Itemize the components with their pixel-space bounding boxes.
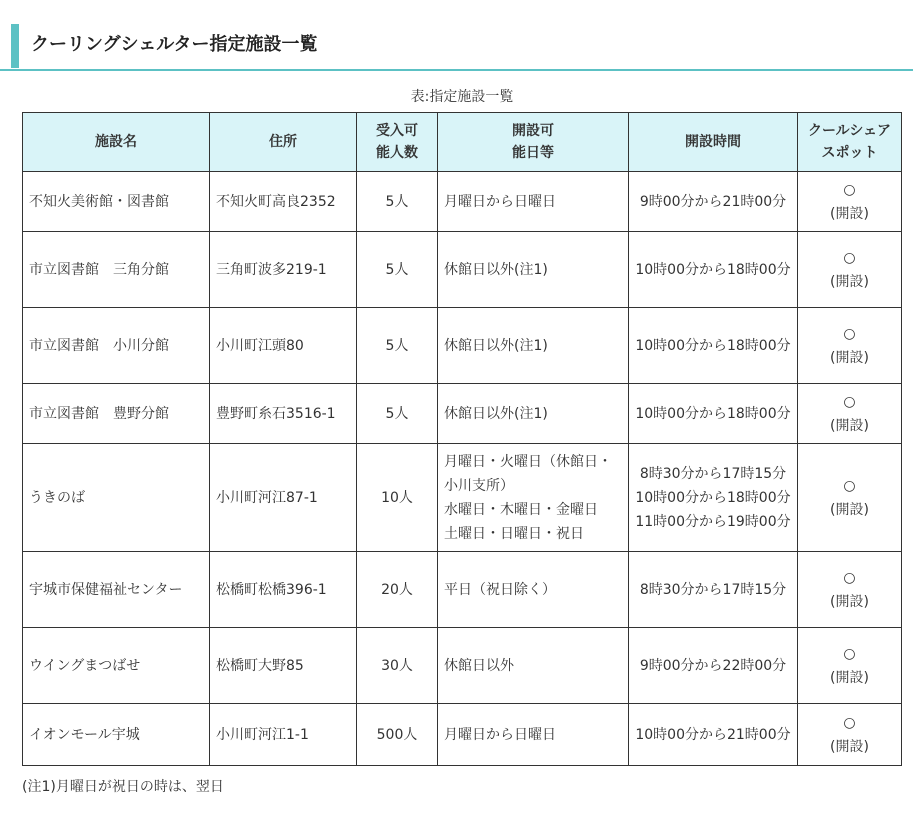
header-days-line2: 能日等 (512, 145, 554, 161)
coolshare-spot-cell (798, 704, 902, 766)
open-days-cell (438, 628, 629, 704)
spot-status-text: (開設) (830, 417, 869, 434)
address-cell: 小川町江頭80 (210, 308, 357, 384)
capacity-cell: 30人 (357, 628, 438, 704)
header-days-line1: 開設可 (512, 123, 554, 139)
spot-mark: ○ (843, 393, 856, 410)
spot-mark: ○ (843, 714, 856, 731)
open-days-line: 月曜日・火曜日（休館日・ (444, 453, 612, 470)
open-hours-cell (629, 704, 798, 766)
open-hours-line: 8時30分から17時15分 (639, 465, 787, 482)
spot-mark: ○ (843, 569, 856, 586)
open-hours-cell (629, 384, 798, 444)
open-hours-line: 8時30分から17時15分 (639, 581, 787, 598)
address-cell: 三角町波多219-1 (210, 232, 357, 308)
spot-mark: ○ (843, 477, 856, 494)
address-cell: 豊野町糸石3516-1 (210, 384, 357, 444)
spot-status-text: (開設) (830, 205, 869, 222)
address-cell: 松橋町大野85 (210, 628, 357, 704)
heading-underline (0, 69, 913, 71)
open-hours-line: 11時00分から19時00分 (635, 513, 791, 530)
facility-name-cell: 市立図書館 三角分館 (23, 232, 210, 308)
open-days-line: 平日（祝日除く） (444, 581, 556, 598)
open-hours-line: 10時00分から18時00分 (635, 261, 791, 278)
open-hours-line: 10時00分から18時00分 (635, 489, 791, 506)
table-row (23, 628, 902, 704)
table-row (23, 384, 902, 444)
spot-mark: ○ (843, 249, 856, 266)
facility-name-cell: ウイングまつばせ (23, 628, 210, 704)
coolshare-spot-cell (798, 232, 902, 308)
capacity-cell: 5人 (357, 308, 438, 384)
spot-status-text: (開設) (830, 273, 869, 290)
open-days-line: 休館日以外(注1) (444, 405, 548, 422)
spot-mark: ○ (843, 325, 856, 342)
open-hours-cell (629, 308, 798, 384)
open-hours-line: 9時00分から21時00分 (639, 193, 787, 210)
header-coolshare-spot (798, 113, 902, 172)
open-days-cell (438, 232, 629, 308)
coolshare-spot-cell (798, 628, 902, 704)
address-cell: 小川町河江1-1 (210, 704, 357, 766)
open-hours-cell (629, 232, 798, 308)
table-row (23, 232, 902, 308)
coolshare-spot-cell (798, 384, 902, 444)
open-hours-line: 10時00分から18時00分 (635, 405, 791, 422)
capacity-cell: 500人 (357, 704, 438, 766)
facility-name-cell: イオンモール宇城 (23, 704, 210, 766)
table-row (23, 552, 902, 628)
header-spot-line2: スポット (821, 145, 878, 161)
open-hours-line: 10時00分から18時00分 (635, 337, 791, 354)
facility-name-cell: 不知火美術館・図書館 (23, 172, 210, 232)
coolshare-spot-cell (798, 552, 902, 628)
open-days-cell (438, 704, 629, 766)
open-hours-line: 9時00分から22時00分 (639, 657, 787, 674)
open-days-cell (438, 444, 629, 552)
open-days-line: 休館日以外(注1) (444, 261, 548, 278)
address-cell: 不知火町高良2352 (210, 172, 357, 232)
facility-name-cell: 市立図書館 小川分館 (23, 308, 210, 384)
header-address: 住所 (210, 113, 357, 172)
spot-status-text: (開設) (830, 669, 869, 686)
spot-mark: ○ (843, 181, 856, 198)
facility-name-cell: うきのば (23, 444, 210, 552)
spot-mark: ○ (843, 645, 856, 662)
open-hours-cell (629, 552, 798, 628)
facility-name-cell: 市立図書館 豊野分館 (23, 384, 210, 444)
table-header-row (23, 113, 902, 172)
open-hours-cell (629, 628, 798, 704)
open-hours-cell (629, 444, 798, 552)
heading-accent-bar (11, 24, 19, 68)
footnote: (注1)月曜日が祝日の時は、翌日 (22, 779, 224, 795)
table-caption: 表:指定施設一覧 (410, 89, 514, 105)
capacity-cell: 5人 (357, 172, 438, 232)
capacity-cell: 5人 (357, 384, 438, 444)
open-days-line: 土曜日・日曜日・祝日 (444, 525, 584, 542)
spot-status-text: (開設) (830, 349, 869, 366)
spot-status-text: (開設) (830, 593, 869, 610)
page-heading (0, 20, 913, 72)
capacity-cell: 10人 (357, 444, 438, 552)
table-body (23, 172, 902, 766)
address-cell: 小川町河江87-1 (210, 444, 357, 552)
header-capacity-line2: 能人数 (376, 145, 418, 161)
coolshare-spot-cell (798, 444, 902, 552)
open-days-line: 休館日以外 (444, 657, 514, 674)
facility-table (22, 112, 902, 766)
open-days-cell (438, 172, 629, 232)
open-days-line: 月曜日から日曜日 (444, 726, 556, 743)
header-hours: 開設時間 (629, 113, 798, 172)
open-hours-cell (629, 172, 798, 232)
page-title: クーリングシェルター指定施設一覧 (31, 34, 318, 55)
open-days-line: 月曜日から日曜日 (444, 193, 556, 210)
header-capacity-line1: 受入可 (376, 123, 418, 139)
header-capacity (357, 113, 438, 172)
open-days-cell (438, 384, 629, 444)
header-spot-line1: クールシェア (807, 123, 892, 139)
address-cell: 松橋町松橋396-1 (210, 552, 357, 628)
table-row (23, 172, 902, 232)
open-hours-line: 10時00分から21時00分 (635, 726, 791, 743)
table-row (23, 704, 902, 766)
coolshare-spot-cell (798, 172, 902, 232)
capacity-cell: 20人 (357, 552, 438, 628)
open-days-line: 休館日以外(注1) (444, 337, 548, 354)
spot-status-text: (開設) (830, 738, 869, 755)
header-days (438, 113, 629, 172)
open-days-line: 水曜日・木曜日・金曜日 (444, 501, 598, 518)
capacity-cell: 5人 (357, 232, 438, 308)
table-row (23, 308, 902, 384)
open-days-cell (438, 552, 629, 628)
coolshare-spot-cell (798, 308, 902, 384)
facility-name-cell: 宇城市保健福祉センター (23, 552, 210, 628)
header-name: 施設名 (23, 113, 210, 172)
open-days-line: 小川支所） (444, 477, 514, 494)
table-row (23, 444, 902, 552)
open-days-cell (438, 308, 629, 384)
spot-status-text: (開設) (830, 501, 869, 518)
